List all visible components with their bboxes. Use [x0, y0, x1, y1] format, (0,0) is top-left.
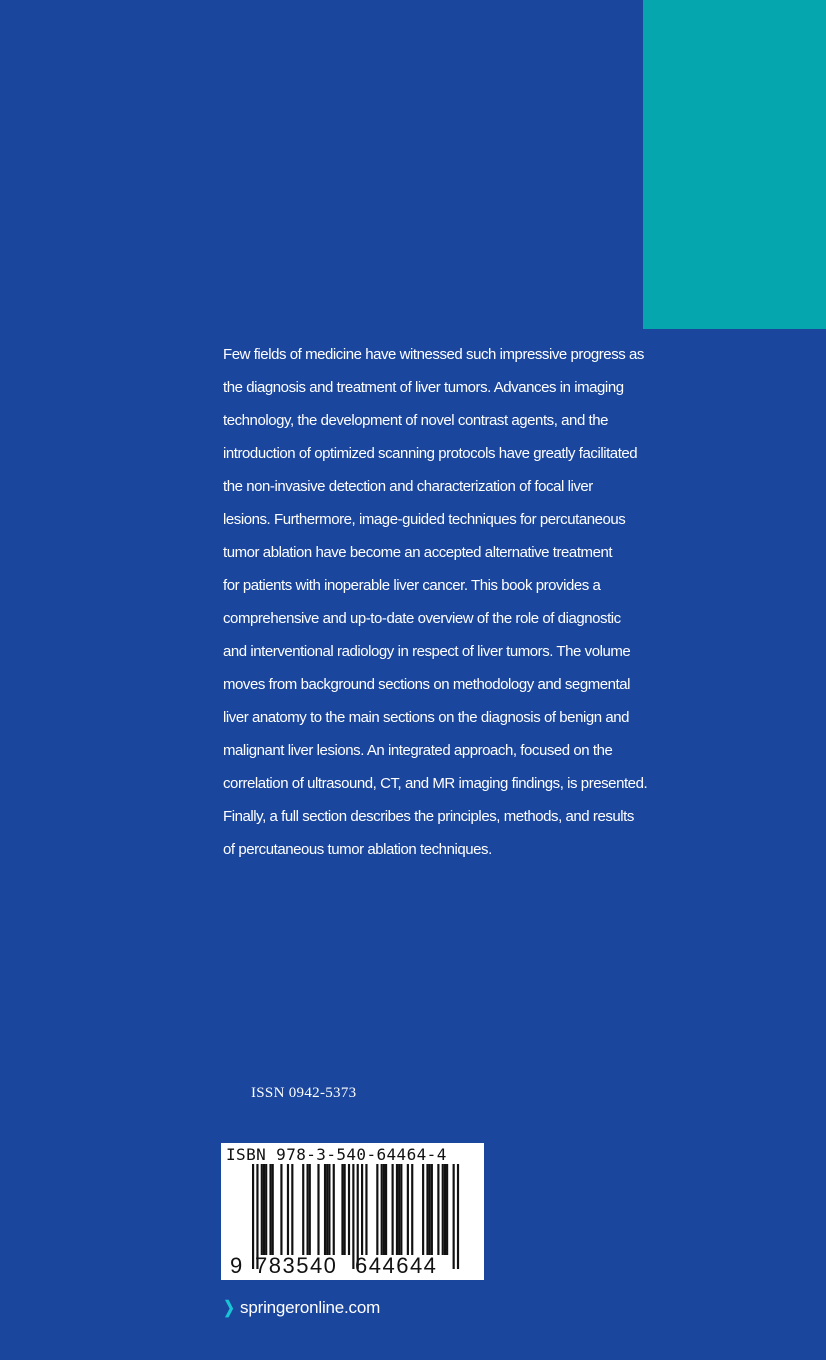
ean-digits-left: 783540 [255, 1253, 338, 1278]
barcode-bar [317, 1164, 319, 1255]
barcode-bar [341, 1164, 343, 1255]
barcode-bar [383, 1164, 385, 1255]
barcode-bar [324, 1164, 326, 1255]
description-line: malignant liver lesions. An integrated approach, focused on the [223, 742, 613, 759]
publisher-website-link[interactable] [222, 1298, 380, 1318]
barcode-bar [426, 1164, 428, 1255]
barcode-bar [453, 1164, 455, 1269]
barcode-bar [422, 1164, 424, 1255]
website-url: springeronline.com [240, 1298, 381, 1317]
description-line: tumor ablation have become an accepted alternative treatment [223, 544, 613, 561]
barcode-bar [307, 1164, 309, 1255]
description-line: technology, the development of novel contrast agents, and the [223, 412, 609, 429]
isbn-barcode [221, 1143, 484, 1280]
description-line: moves from background sections on methodology and segmental [223, 676, 631, 693]
barcode-bar [269, 1164, 271, 1255]
description-line: lesions. Furthermore, image-guided techniques for percutaneous [223, 511, 626, 528]
barcode-bar [348, 1164, 350, 1255]
barcode-bar [263, 1164, 265, 1255]
barcode-bar [361, 1164, 363, 1255]
ean-digits-right: 644644 [355, 1253, 438, 1278]
barcode-bar [365, 1164, 367, 1255]
barcode-bar [376, 1164, 378, 1255]
description-line: the non-invasive detection and characterization of focal liver [223, 478, 593, 495]
barcode-bar [272, 1164, 274, 1255]
barcode-bar [309, 1164, 311, 1255]
description-line: for patients with inoperable liver cancer. This book provides a [223, 577, 601, 594]
description-line: liver anatomy to the main sections on the diagnosis of benign and [223, 709, 630, 726]
barcode-bar [261, 1164, 263, 1255]
issn-number: ISSN 0942-5373 [251, 1085, 357, 1101]
barcode-bar [326, 1164, 328, 1255]
barcode-bar [344, 1164, 346, 1255]
barcode-bar [302, 1164, 304, 1255]
description-line: introduction of optimized scanning protocols have greatly facilitated [223, 445, 638, 462]
description-line: Finally, a full section describes the principles, methods, and results [223, 808, 634, 825]
barcode-bar [411, 1164, 413, 1255]
barcode-bar [385, 1164, 387, 1255]
barcode-bar [291, 1164, 293, 1255]
description-line: Few fields of medicine have witnessed such impressive progress as [223, 346, 644, 363]
barcode-bar [287, 1164, 289, 1255]
barcode-bar [444, 1164, 446, 1255]
barcode-bar [265, 1164, 267, 1255]
barcode-bar [429, 1164, 431, 1255]
description-line: correlation of ultrasound, CT, and MR imaging findings, is presented. [223, 775, 648, 792]
chevron-right-icon: ❯ [223, 1298, 235, 1317]
barcode-bar [252, 1164, 254, 1269]
barcode-bar [442, 1164, 444, 1255]
barcode-bar [446, 1164, 448, 1255]
barcode-bar [392, 1164, 394, 1255]
book-description [223, 338, 648, 866]
barcode-bar [328, 1164, 330, 1255]
description-line: of percutaneous tumor ablation techniques. [223, 841, 492, 858]
barcode-bar [280, 1164, 282, 1255]
barcode-bar [407, 1164, 409, 1255]
description-line: the diagnosis and treatment of liver tumors. Advances in imaging [223, 379, 624, 396]
barcode-bar [457, 1164, 459, 1269]
barcode-bar [381, 1164, 383, 1255]
barcode-bar [396, 1164, 398, 1255]
barcode-bar [333, 1164, 335, 1255]
barcode-bar [400, 1164, 402, 1255]
accent-color-block [643, 0, 826, 329]
description-line: and interventional radiology in respect of liver tumors. The volume [223, 643, 631, 660]
isbn-number: ISBN 978-3-540-64464-4 [226, 1145, 447, 1164]
description-line: comprehensive and up-to-date overview of the role of diagnostic [223, 610, 621, 627]
ean-lead-digit: 9 [230, 1253, 244, 1278]
barcode-bar [398, 1164, 400, 1255]
barcode-bar [431, 1164, 433, 1255]
barcode-bar [437, 1164, 439, 1255]
